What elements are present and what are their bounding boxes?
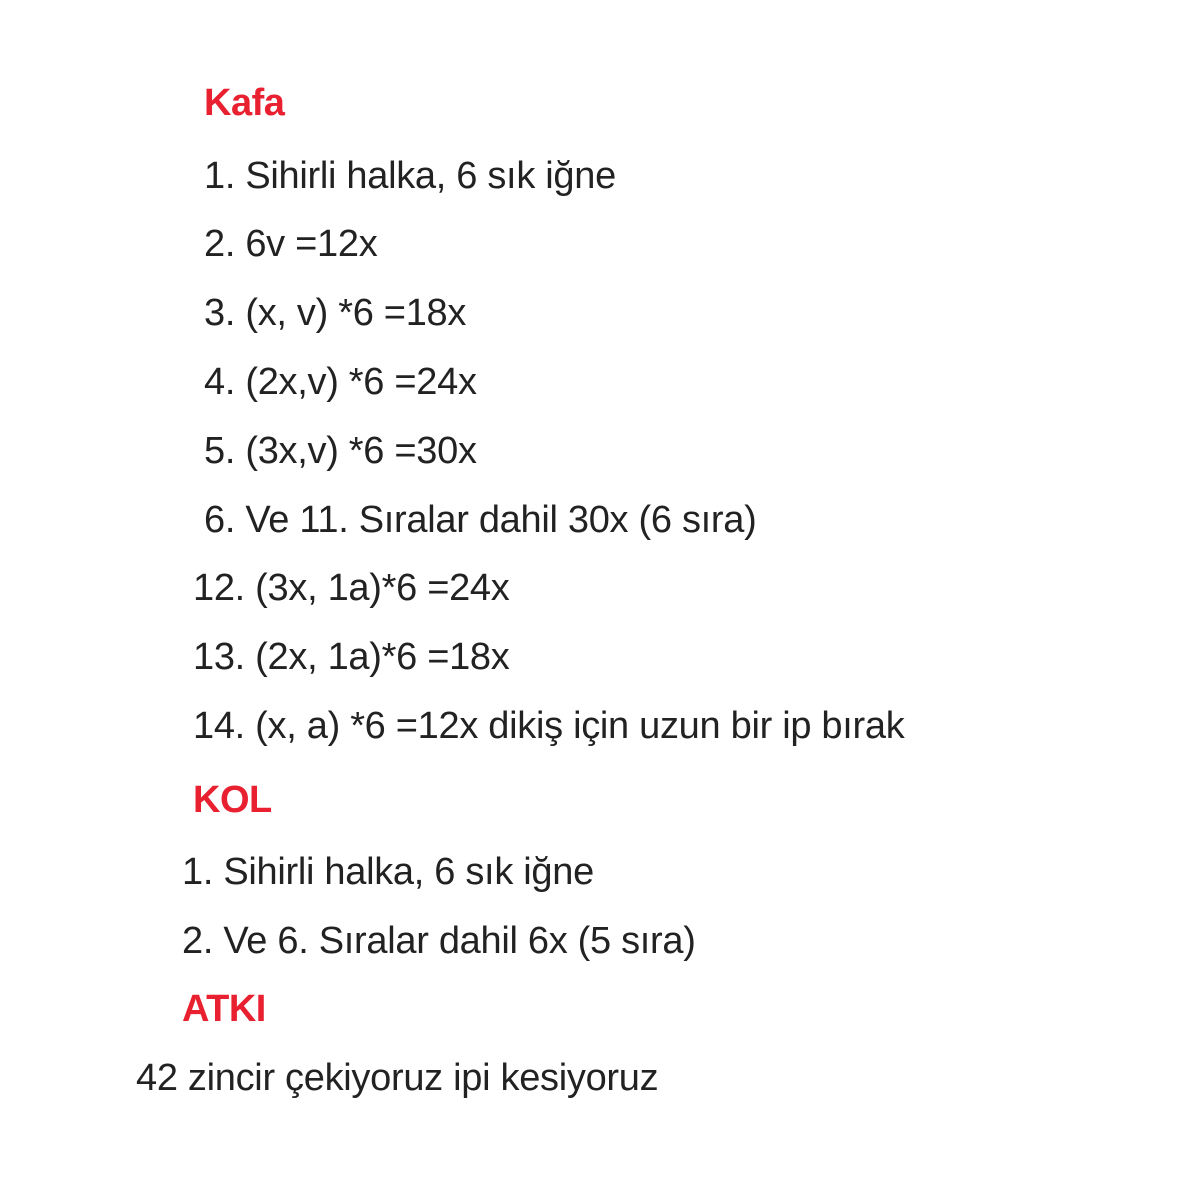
section-heading-kafa: Kafa xyxy=(204,82,285,124)
kafa-step-3: 3. (x, v) *6 =18x xyxy=(204,292,467,334)
kafa-step-2: 2. 6v =12x xyxy=(204,223,378,265)
section-heading-kol: KOL xyxy=(193,779,272,821)
kafa-step-14: 14. (x, a) *6 =12x dikiş için uzun bir ip bırak xyxy=(193,705,905,747)
kafa-step-5: 5. (3x,v) *6 =30x xyxy=(204,430,477,472)
kafa-step-4: 4. (2x,v) *6 =24x xyxy=(204,361,477,403)
section-heading-atki: ATKI xyxy=(182,988,266,1030)
kafa-step-13: 13. (2x, 1a)*6 =18x xyxy=(193,636,510,678)
kafa-step-1: 1. Sihirli halka, 6 sık iğne xyxy=(204,155,616,197)
kafa-step-6: 6. Ve 11. Sıralar dahil 30x (6 sıra) xyxy=(204,499,757,541)
kol-step-1: 1. Sihirli halka, 6 sık iğne xyxy=(182,851,594,893)
kafa-step-12: 12. (3x, 1a)*6 =24x xyxy=(193,567,510,609)
atki-step-1: 42 zincir çekiyoruz ipi kesiyoruz xyxy=(136,1057,659,1099)
kol-step-2: 2. Ve 6. Sıralar dahil 6x (5 sıra) xyxy=(182,920,696,962)
